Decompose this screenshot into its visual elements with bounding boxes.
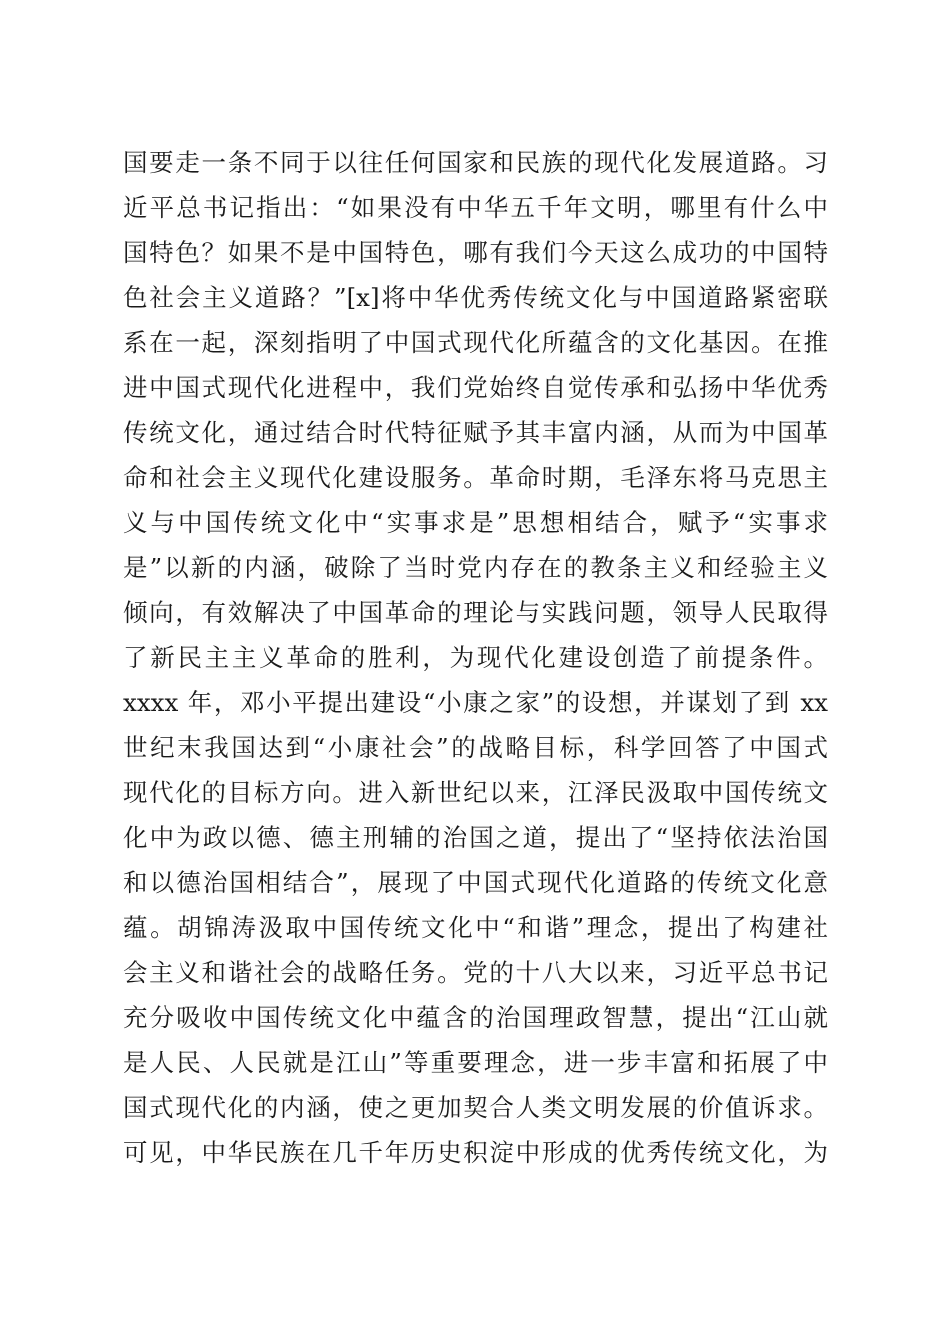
text-line: 进中国式现代化进程中，我们党始终自觉传承和弘扬中华优秀 — [123, 373, 828, 402]
text-line: 世纪末我国达到“小康社会”的战略目标，科学回答了中国式 — [123, 733, 828, 762]
text-line: 可见，中华民族在几千年历史积淀中形成的优秀传统文化，为 — [123, 1138, 828, 1167]
text-line: 了新民主主义革命的胜利，为现代化建设创造了前提条件。 — [123, 643, 828, 672]
text-line: 系在一起，深刻指明了中国式现代化所蕴含的文化基因。在推 — [123, 328, 828, 357]
text-line: 国式现代化的内涵，使之更加契合人类文明发展的价值诉求。 — [123, 1093, 828, 1122]
text-line: 会主义和谐社会的战略任务。党的十八大以来，习近平总书记 — [123, 958, 828, 987]
text-line: 是”以新的内涵，破除了当时党内存在的教条主义和经验主义 — [123, 553, 828, 582]
body-text — [123, 140, 828, 1175]
text-line: 国特色？如果不是中国特色，哪有我们今天这么成功的中国特 — [123, 238, 828, 267]
text-line: 倾向，有效解决了中国革命的理论与实践问题，领导人民取得 — [123, 598, 828, 627]
text-line: 义与中国传统文化中“实事求是”思想相结合，赋予“实事求 — [123, 508, 828, 537]
text-line: 色社会主义道路？”[x]将中华优秀传统文化与中国道路紧密联 — [123, 283, 828, 312]
text-line: 蕴。胡锦涛汲取中国传统文化中“和谐”理念，提出了构建社 — [123, 913, 828, 942]
text-line: 化中为政以德、德主刑辅的治国之道，提出了“坚持依法治国 — [123, 823, 828, 852]
text-line: 传统文化，通过结合时代特征赋予其丰富内涵，从而为中国革 — [123, 418, 828, 447]
text-line: 国要走一条不同于以往任何国家和民族的现代化发展道路。习 — [123, 148, 828, 177]
text-line: 现代化的目标方向。进入新世纪以来，江泽民汲取中国传统文 — [123, 778, 828, 807]
text-line: 和以德治国相结合”，展现了中国式现代化道路的传统文化意 — [123, 868, 828, 897]
text-line: xxxx 年，邓小平提出建设“小康之家”的设想，并谋划了到 xx — [123, 688, 828, 717]
text-line: 是人民、人民就是江山”等重要理念，进一步丰富和拓展了中 — [123, 1048, 828, 1077]
text-line: 命和社会主义现代化建设服务。革命时期，毛泽东将马克思主 — [123, 463, 828, 492]
text-line: 充分吸收中国传统文化中蕴含的治国理政智慧，提出“江山就 — [123, 1003, 828, 1032]
text-line: 近平总书记指出：“如果没有中华五千年文明，哪里有什么中 — [123, 193, 828, 222]
